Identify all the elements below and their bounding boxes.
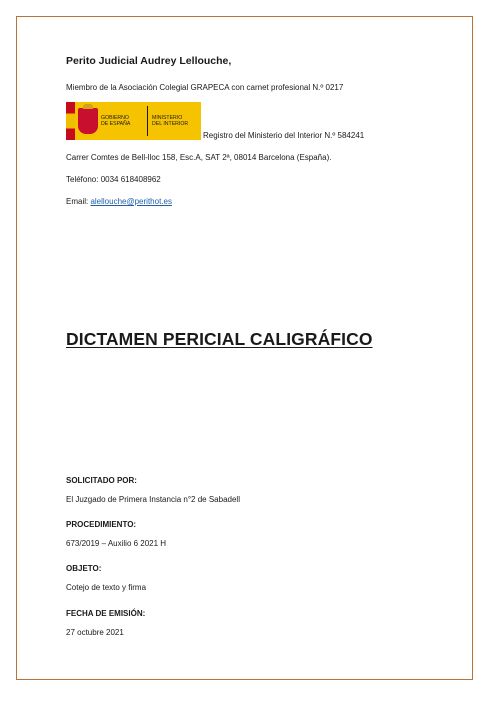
procedure-label: PROCEDIMIENTO: (66, 520, 137, 529)
logo-min-line2: DEL INTERIOR (152, 121, 189, 127)
requested-by-label: SOLICITADO POR: (66, 476, 137, 485)
logo-gov-line2: DE ESPAÑA (101, 121, 131, 127)
address-line: Carrer Comtes de Bell-lloc 158, Esc.A, SAT 2ª, 08014 Barcelona (España). (66, 153, 332, 162)
registro-line: Registro del Ministerio del Interior N.º 584241 (203, 131, 365, 140)
phone-line: Teléfono: 0034 618408962 (66, 175, 161, 184)
logo-gov-line1: GOBIERNO (101, 115, 129, 121)
object-value: Cotejo de texto y firma (66, 583, 147, 592)
document-title: DICTAMEN PERICIAL CALIGRÁFICO (66, 329, 373, 349)
expert-name: Perito Judicial Audrey Lellouche, (66, 55, 232, 67)
logo-ministry-text (152, 115, 188, 127)
email-line (66, 197, 172, 206)
coat-of-arms-icon (78, 108, 98, 134)
government-logo (66, 102, 201, 140)
logo-min-line1: MINISTERIO (152, 115, 183, 121)
logo-gov-text (101, 115, 143, 127)
membership-line: Miembro de la Asociación Colegial GRAPECA con carnet profesional N.º 0217 (66, 83, 344, 92)
issue-date-value: 27 octubre 2021 (66, 628, 124, 637)
flag-stripe (66, 102, 75, 140)
issue-date-label: FECHA DE EMISIÓN: (66, 609, 146, 618)
email-label: Email: (66, 197, 91, 206)
requested-by-value: El Juzgado de Primera Instancia n°2 de Sabadell (66, 495, 240, 504)
logo-separator (147, 106, 148, 136)
object-label: OBJETO: (66, 564, 102, 573)
email-link[interactable]: alellouche@perithot.es (90, 197, 172, 206)
procedure-value: 673/2019 – Auxilio 6 2021 H (66, 539, 167, 548)
